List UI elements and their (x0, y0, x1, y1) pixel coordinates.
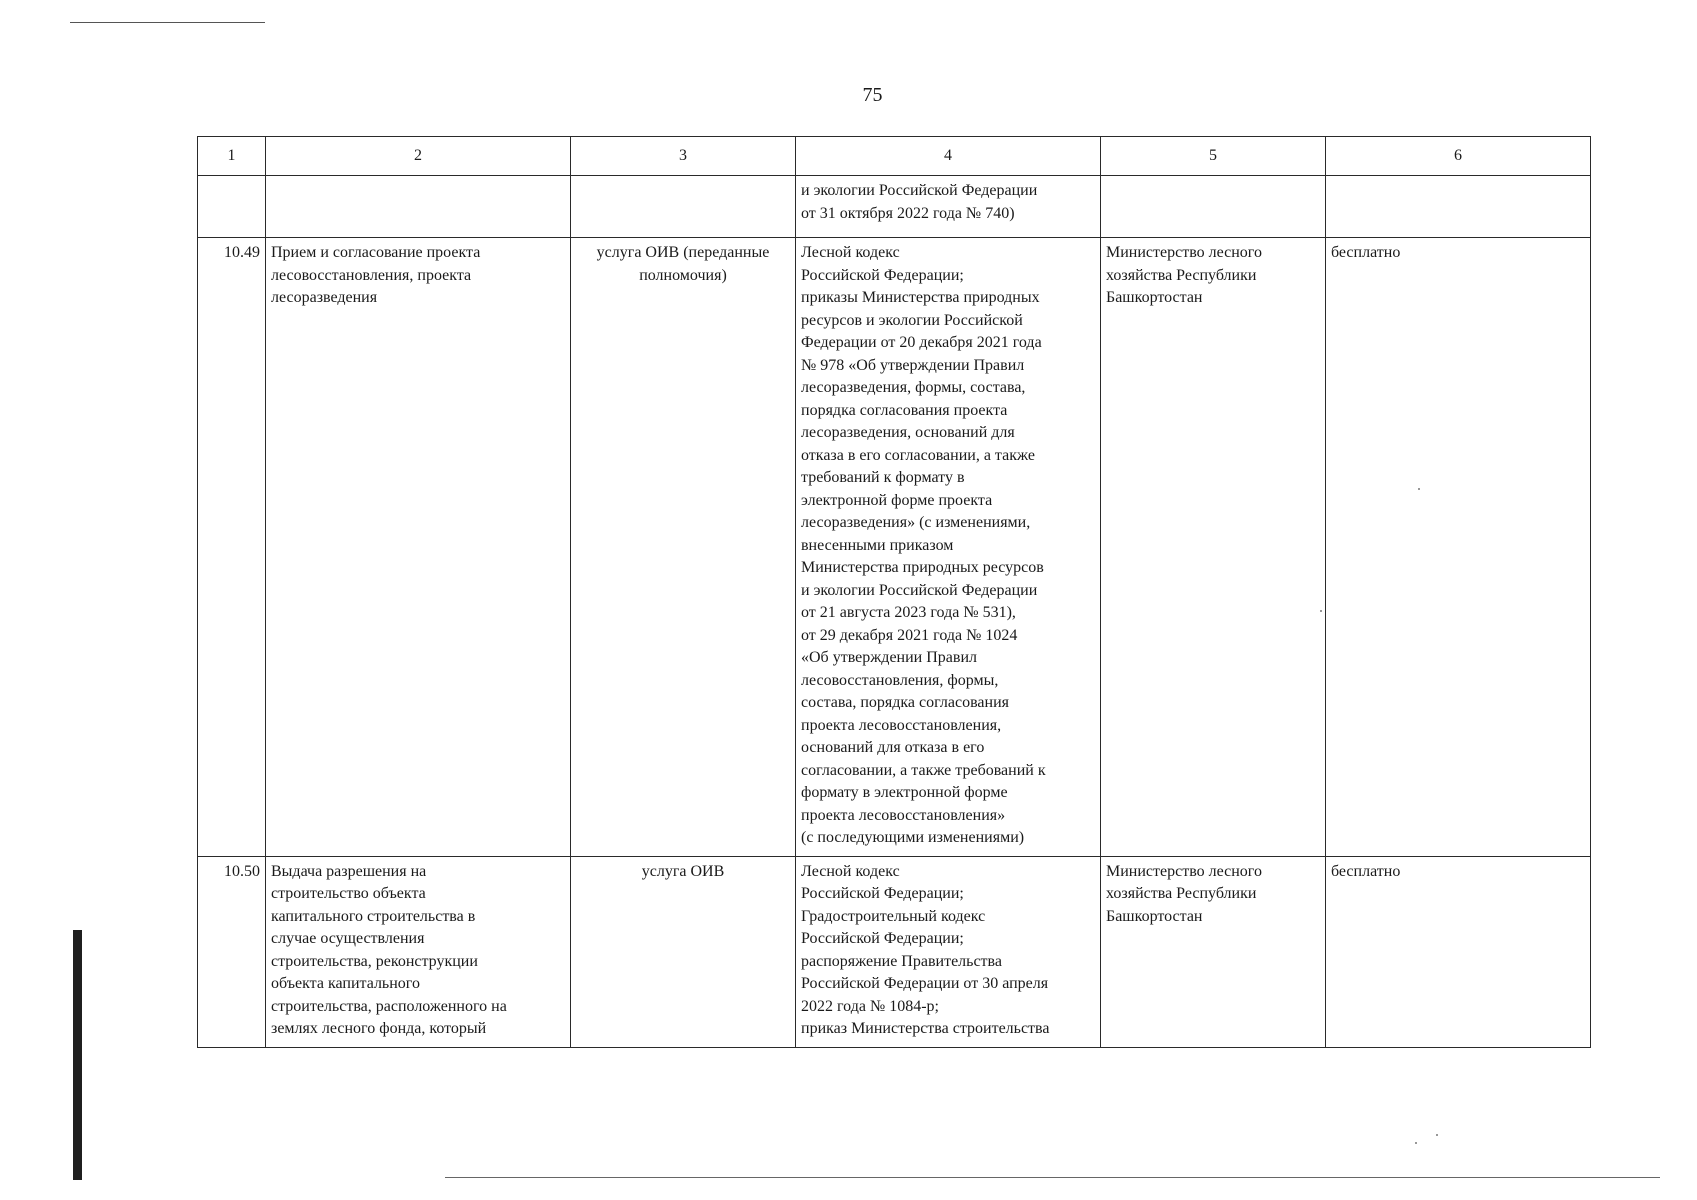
services-table (197, 136, 1591, 1048)
scan-artifact-bottom-rule (445, 1177, 1660, 1178)
row-number: 10.50 (198, 856, 266, 1047)
row-number (198, 176, 266, 238)
service-name: Прием и согласование проекта лесовосстановления, проекта лесоразведения (266, 238, 571, 857)
page-number: 75 (862, 84, 883, 106)
service-type: услуга ОИВ (571, 856, 796, 1047)
service-name: Выдача разрешения на строительство объекта капитального строительства в случае осуществления строительства, реконструкции объекта капитального строительства, расположенного на землях лесного фонда, который (266, 856, 571, 1047)
service-type (571, 176, 796, 238)
legal-basis: Лесной кодекс Российской Федерации; Градостроительный кодекс Российской Федерации; распоряжение Правительства Российской Федерации от 30 апреля 2022 года № 1084-р; приказ Министерства строительства (796, 856, 1101, 1047)
scan-artifact-left-edge (73, 930, 82, 1180)
column-header: 3 (571, 137, 796, 176)
column-header: 4 (796, 137, 1101, 176)
scan-speck (1415, 1142, 1417, 1144)
responsible-authority (1101, 176, 1326, 238)
column-header: 1 (198, 137, 266, 176)
responsible-authority: Министерство лесного хозяйства Республики Башкортостан (1101, 856, 1326, 1047)
column-header: 6 (1326, 137, 1591, 176)
legal-basis: Лесной кодекс Российской Федерации; приказы Министерства природных ресурсов и экологии Российской Федерации от 20 декабря 2021 года № 978 «Об утверждении Правил лесоразведения, формы, состава, порядка согласования проекта лесоразведения, оснований для отказа в его согласовании, а также требований к формату в электронной форме проекта лесоразведения» (с изменениями, внесенными приказом Министерства природных ресурсов и экологии Российской Федерации от 21 августа 2023 года № 531), от 29 декабря 2021 года № 1024 «Об утверждении Правил лесовосстановления, формы, состава, порядка согласования проекта лесовосстановления, оснований для отказа в его согласовании, а также требований к формату в электронной форме проекта лесовосстановления» (с последующими изменениями) (796, 238, 1101, 857)
service-fee: бесплатно (1326, 856, 1591, 1047)
table-row (198, 238, 1591, 857)
service-fee: бесплатно (1326, 238, 1591, 857)
scan-artifact-top-rule (70, 22, 265, 23)
column-header: 2 (266, 137, 571, 176)
row-number: 10.49 (198, 238, 266, 857)
table-header-row (198, 137, 1591, 176)
service-name (266, 176, 571, 238)
legal-basis: и экологии Российской Федерации от 31 октября 2022 года № 740) (796, 176, 1101, 238)
responsible-authority: Министерство лесного хозяйства Республики Башкортостан (1101, 238, 1326, 857)
service-fee (1326, 176, 1591, 238)
column-header: 5 (1101, 137, 1326, 176)
scan-speck (1436, 1134, 1438, 1136)
table-row (198, 856, 1591, 1047)
table-row-continuation (198, 176, 1591, 238)
service-type: услуга ОИВ (переданные полномочия) (571, 238, 796, 857)
